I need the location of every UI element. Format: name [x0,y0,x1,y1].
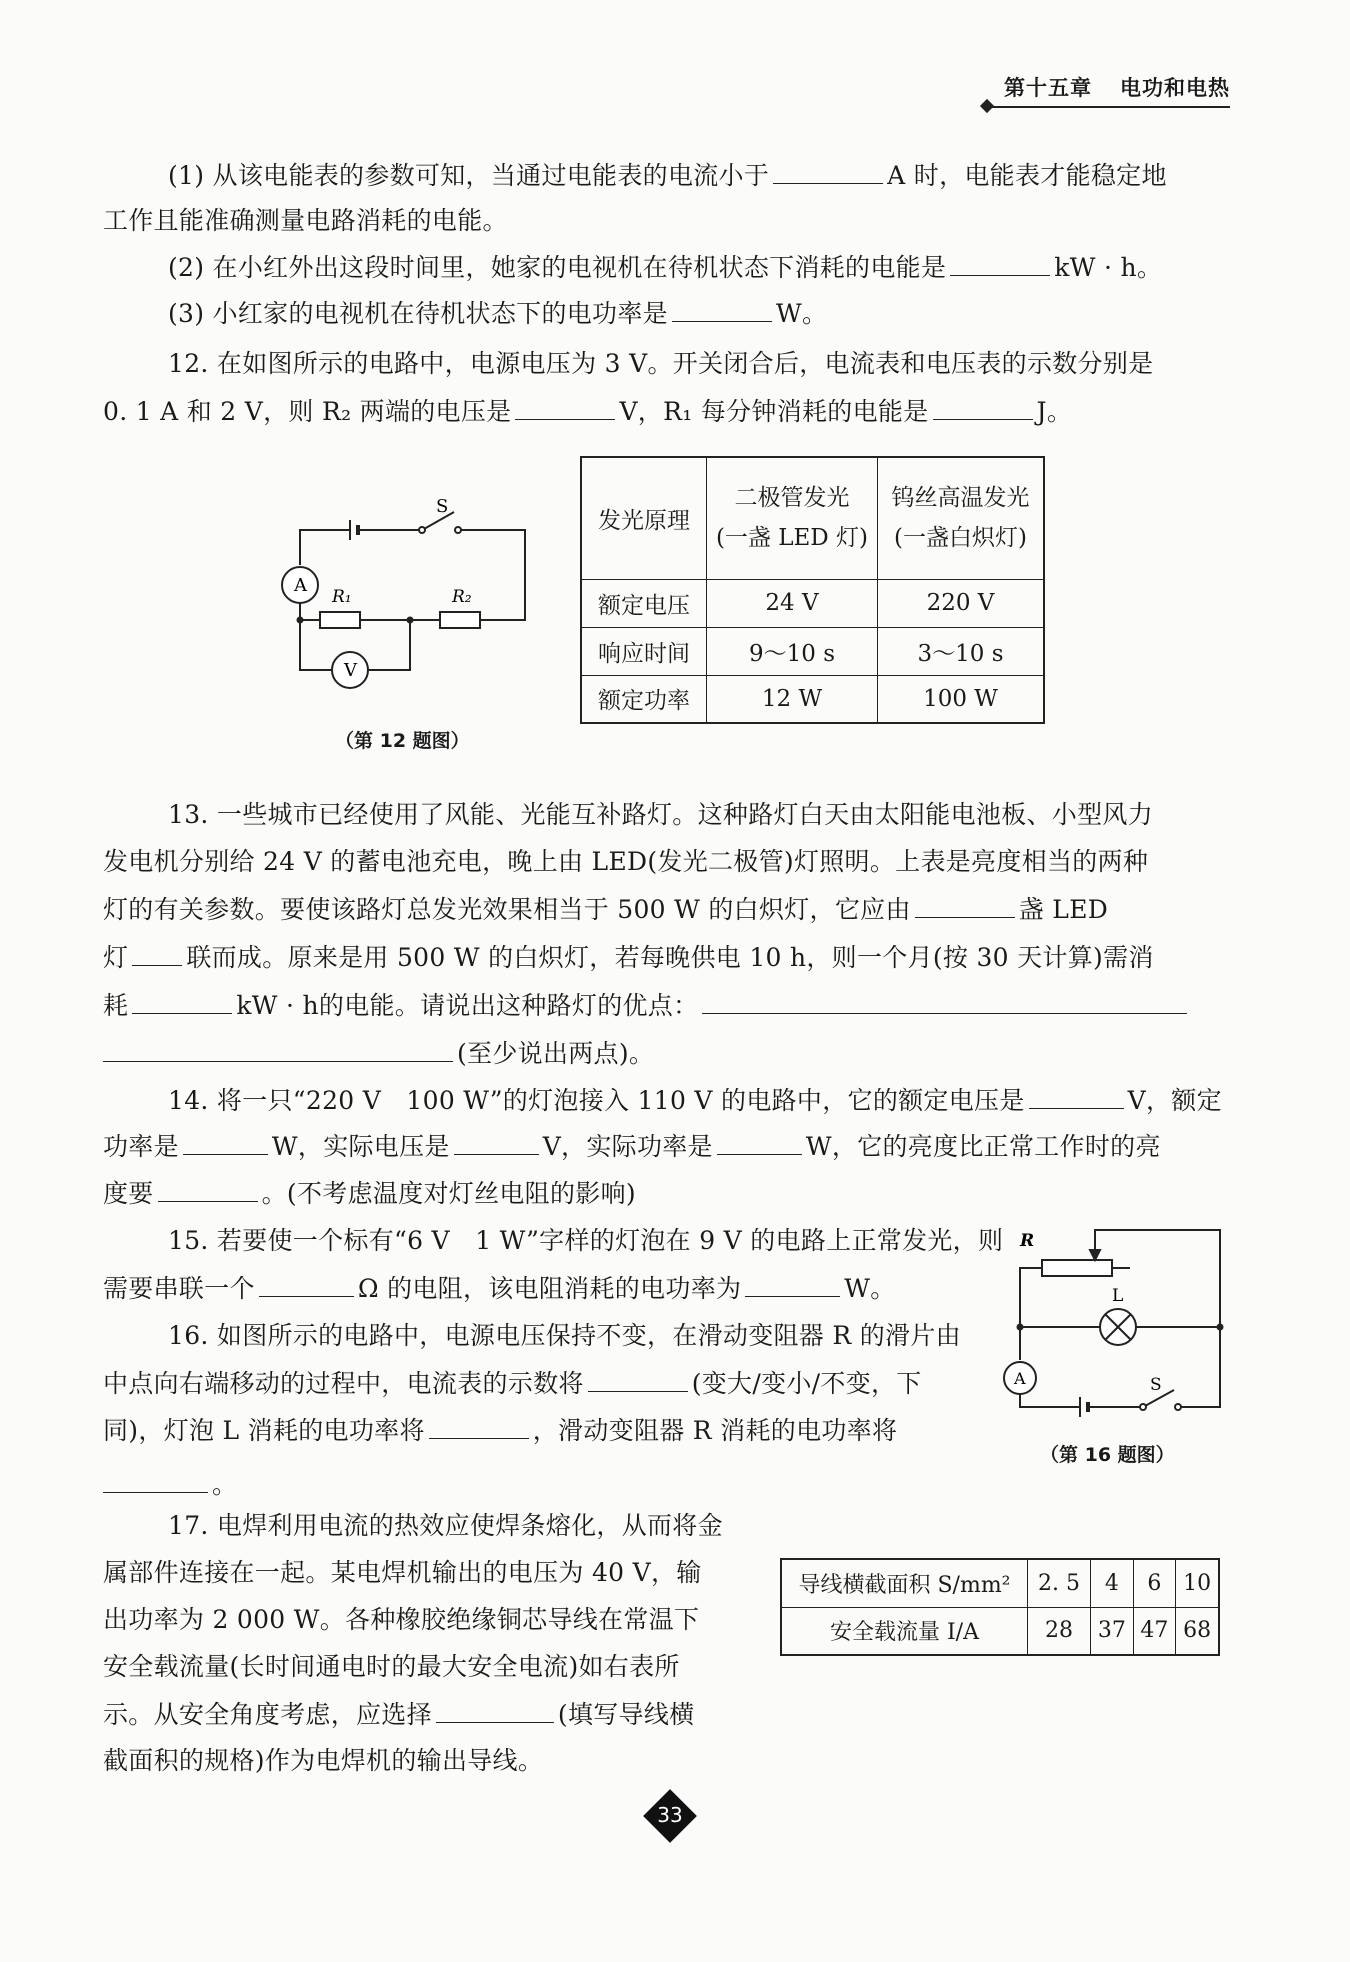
answer-blank[interactable] [158,1173,258,1202]
q12-circuit-diagram [270,490,540,700]
page-header [990,68,1235,108]
q17-line2: 属部件连接在一起。某电焊机输出的电压为 40 V，输 [103,1558,702,1587]
answer-blank[interactable] [702,985,1187,1014]
q17-line1: 17. 电焊利用电流的热效应使焊条熔化，从而将金 [168,1511,723,1540]
chapter-number: 第十五章 [1004,76,1092,100]
answer-blank[interactable] [436,1694,554,1723]
ammeter-label: A [1014,1369,1026,1388]
page-number: 33 [657,1803,683,1827]
q16-line4: 。 [103,1464,237,1505]
voltmeter-label: V [344,660,357,681]
wire-current-table [780,1558,1220,1656]
answer-blank[interactable] [103,1033,453,1062]
q12-line2: 0. 1 A 和 2 V，则 R₂ 两端的电压是 V，R₁ 每分钟消耗的电能是 J。 [103,391,1072,432]
answer-blank[interactable] [950,247,1050,276]
header-rule [990,106,1230,108]
q13-line1: 13. 一些城市已经使用了风能、光能互补路灯。这种路灯白天由太阳能电池板、小型风力 [168,800,1154,829]
q17-line3: 出功率为 2 000 W。各种橡胶绝缘铜芯导线在常温下 [103,1605,700,1634]
answer-blank[interactable] [103,1464,208,1493]
answer-blank[interactable] [132,937,182,966]
q16-circuit-diagram [1000,1222,1240,1422]
ammeter-label: A [294,575,307,596]
answer-blank[interactable] [454,1126,539,1155]
answer-blank[interactable] [933,391,1033,420]
q12-line1: 12. 在如图所示的电路中，电源电压为 3 V。开关闭合后，电流表和电压表的示数分别是 [168,349,1154,378]
table-row: 响应时间 9～10 s 3～10 s [581,627,1044,675]
q17-line5: 示。从安全角度考虑，应选择 (填写导线横 [103,1694,694,1735]
answer-blank[interactable] [717,1126,802,1155]
answer-blank[interactable] [259,1268,354,1297]
q11-part2: (2) 在小红外出这段时间里，她家的电视机在待机状态下消耗的电能是 kW · h。 [168,247,1162,288]
q13-line3: 灯的有关参数。要使该路灯总发光效果相当于 500 W 的白炽灯，它应由 盏 LED [103,889,1108,930]
table-row: 额定电压 24 V 220 V [581,579,1044,627]
q15-line1: 15. 若要使一个标有“6 V 1 W”字样的灯泡在 9 V 的电路上正常发光，则 [168,1226,1004,1255]
q11-part3: (3) 小红家的电视机在待机状态下的电功率是 W。 [168,293,827,334]
q13-line2: 发电机分别给 24 V 的蓄电池充电，晚上由 LED(发光二极管)灯照明。上表是亮度相当的两种 [103,847,1149,876]
table-header-cell: 发光原理 [581,457,707,579]
lamp-label: L [1112,1286,1124,1306]
rheostat-label: R [1020,1231,1035,1251]
q11-part1-line1: (1) 从该电能表的参数可知，当通过电能表的电流小于 A 时，电能表才能稳定地 [168,155,1167,196]
q15-line2: 需要串联一个 Ω 的电阻，该电阻消耗的电功率为 W。 [103,1268,896,1309]
q13-line5: 耗 kW · h的电能。请说出这种路灯的优点： [103,985,1191,1026]
answer-blank[interactable] [1029,1080,1124,1109]
q13-line4: 灯 联而成。原来是用 500 W 的白炽灯，若每晚供电 10 h，则一个月(按 30 天计算)需消 [103,937,1154,978]
q16-figure-caption: （第 16 题图） [1040,1444,1175,1466]
answer-blank[interactable] [773,155,883,184]
answer-blank[interactable] [745,1268,840,1297]
table-row: 导线横截面积 S/mm² 2. 5 4 6 10 [781,1559,1219,1607]
answer-blank[interactable] [515,391,615,420]
chapter-title: 电功和电热 [1120,76,1230,100]
q14-line2: 功率是 W，实际电压是 V，实际功率是 W，它的亮度比正常工作时的亮 [103,1126,1161,1167]
table-header-cell: 二极管发光 (一盏 LED 灯) [707,457,878,579]
answer-blank[interactable] [183,1126,268,1155]
q11-part1-line2: 工作且能准确测量电路消耗的电能。 [103,206,508,235]
q13-line6: (至少说出两点)。 [103,1033,654,1074]
q17-line4: 安全载流量(长时间通电时的最大安全电流)如右表所 [103,1652,680,1681]
answer-blank[interactable] [132,985,232,1014]
table-row: 安全载流量 I/A 28 37 47 68 [781,1607,1219,1655]
q14-line1: 14. 将一只“220 V 100 W”的灯泡接入 110 V 的电路中，它的额定电压是 V，额定 [168,1080,1222,1121]
table-header-cell: 钨丝高温发光 (一盏白炽灯) [878,457,1045,579]
switch-label: S [436,496,449,517]
answer-blank[interactable] [588,1363,688,1392]
q16-line2: 中点向右端移动的过程中，电流表的示数将 (变大/变小/不变，下 [103,1363,922,1404]
table-row: 额定功率 12 W 100 W [581,675,1044,723]
answer-blank[interactable] [915,889,1015,918]
r1-label: R₁ [332,587,352,607]
q16-line3: 同)，灯泡 L 消耗的电功率将 ，滑动变阻器 R 消耗的电功率将 [103,1410,897,1451]
r2-label: R₂ [452,587,472,607]
q12-figure-caption: （第 12 题图） [335,730,470,752]
q17-line6: 截面积的规格)作为电焊机的输出导线。 [103,1746,544,1775]
q14-line3: 度要 。(不考虑温度对灯丝电阻的影响) [103,1173,636,1214]
q16-line1: 16. 如图所示的电路中，电源电压保持不变，在滑动变阻器 R 的滑片由 [168,1321,961,1350]
lamp-parameter-table [580,456,1045,724]
answer-blank[interactable] [672,293,772,322]
answer-blank[interactable] [429,1410,529,1439]
page-number-badge [647,1793,693,1839]
switch-label: S [1150,1375,1162,1395]
